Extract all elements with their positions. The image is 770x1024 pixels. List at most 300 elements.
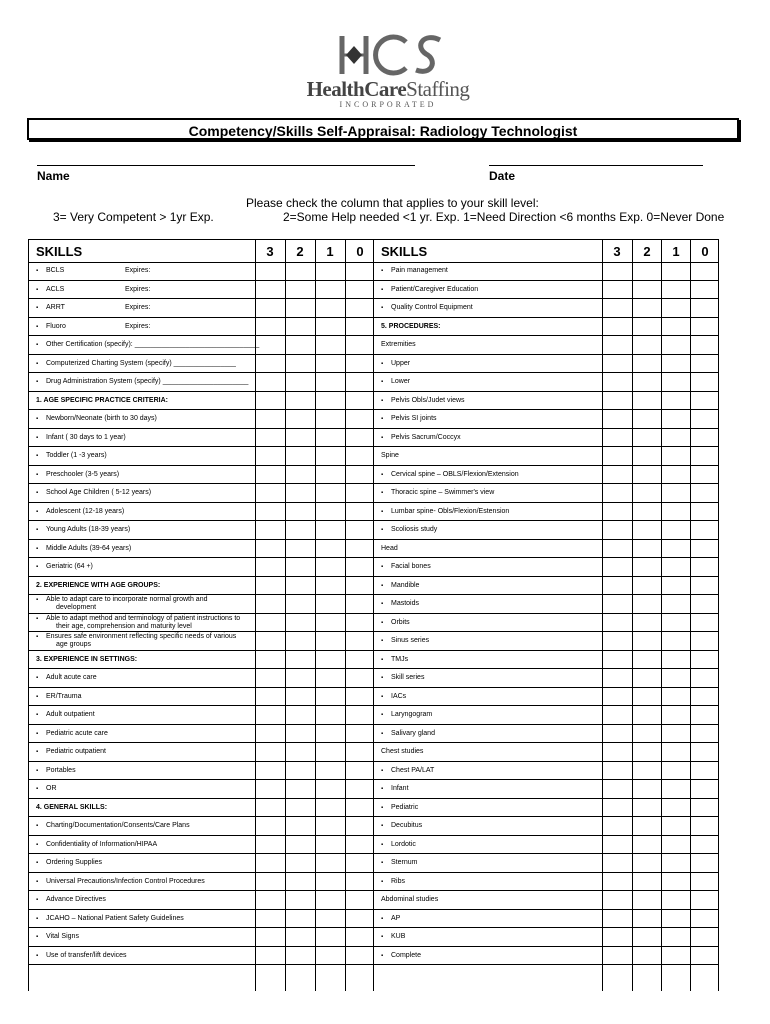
left-rating-cell-2[interactable] (286, 891, 315, 910)
left-rating-cell-0[interactable] (346, 503, 373, 522)
left-rating-cell-0[interactable] (346, 595, 373, 614)
right-rating-cell-1[interactable] (662, 669, 690, 688)
right-rating-cell-3[interactable] (603, 466, 632, 485)
right-rating-cell-2[interactable] (633, 669, 661, 688)
left-rating-cell-0[interactable] (346, 336, 373, 355)
left-rating-cell-3[interactable] (256, 318, 285, 337)
left-rating-cell-1[interactable] (316, 762, 345, 781)
right-rating-cell-0[interactable] (691, 891, 718, 910)
left-rating-cell-0[interactable] (346, 706, 373, 725)
left-rating-cell-3[interactable] (256, 336, 285, 355)
right-rating-cell-2[interactable] (633, 540, 661, 559)
right-rating-cell-0[interactable] (691, 854, 718, 873)
left-rating-cell-1[interactable] (316, 706, 345, 725)
right-rating-cell-2[interactable] (633, 281, 661, 300)
left-rating-cell-0[interactable] (346, 817, 373, 836)
right-rating-cell-2[interactable] (633, 799, 661, 818)
right-rating-cell-2[interactable] (633, 558, 661, 577)
right-rating-cell-0[interactable] (691, 817, 718, 836)
left-rating-cell-2[interactable] (286, 503, 315, 522)
left-rating-cell-0[interactable] (346, 540, 373, 559)
left-rating-cell-3[interactable] (256, 706, 285, 725)
right-rating-cell-2[interactable] (633, 891, 661, 910)
left-rating-cell-2[interactable] (286, 688, 315, 707)
left-rating-cell-1[interactable] (316, 466, 345, 485)
left-rating-cell-0[interactable] (346, 484, 373, 503)
left-rating-cell-1[interactable] (316, 447, 345, 466)
left-rating-cell-1[interactable] (316, 392, 345, 411)
right-rating-cell-2[interactable] (633, 743, 661, 762)
left-rating-cell-2[interactable] (286, 817, 315, 836)
right-rating-cell-2[interactable] (633, 780, 661, 799)
right-rating-cell-0[interactable] (691, 429, 718, 448)
left-rating-cell-3[interactable] (256, 521, 285, 540)
left-rating-cell-0[interactable] (346, 373, 373, 392)
left-rating-cell-2[interactable] (286, 947, 315, 966)
right-rating-cell-1[interactable] (662, 910, 690, 929)
left-rating-cell-3[interactable] (256, 355, 285, 374)
right-rating-cell-1[interactable] (662, 688, 690, 707)
right-rating-cell-2[interactable] (633, 410, 661, 429)
right-rating-cell-0[interactable] (691, 355, 718, 374)
right-rating-cell-1[interactable] (662, 595, 690, 614)
left-rating-cell-1[interactable] (316, 410, 345, 429)
left-rating-cell-3[interactable] (256, 854, 285, 873)
right-rating-cell-0[interactable] (691, 799, 718, 818)
right-rating-cell-3[interactable] (603, 743, 632, 762)
right-rating-cell-3[interactable] (603, 688, 632, 707)
left-rating-cell-3[interactable] (256, 799, 285, 818)
right-rating-cell-2[interactable] (633, 762, 661, 781)
right-rating-cell-1[interactable] (662, 577, 690, 596)
right-rating-cell-2[interactable] (633, 484, 661, 503)
left-rating-cell-2[interactable] (286, 299, 315, 318)
left-rating-cell-0[interactable] (346, 891, 373, 910)
left-rating-cell-1[interactable] (316, 373, 345, 392)
left-rating-cell-3[interactable] (256, 928, 285, 947)
right-rating-cell-1[interactable] (662, 410, 690, 429)
right-rating-cell-3[interactable] (603, 947, 632, 966)
right-rating-cell-2[interactable] (633, 614, 661, 633)
right-rating-cell-1[interactable] (662, 651, 690, 670)
left-rating-cell-1[interactable] (316, 595, 345, 614)
right-rating-cell-2[interactable] (633, 836, 661, 855)
right-rating-cell-3[interactable] (603, 410, 632, 429)
right-rating-cell-3[interactable] (603, 780, 632, 799)
left-rating-cell-1[interactable] (316, 614, 345, 633)
right-rating-cell-1[interactable] (662, 780, 690, 799)
right-rating-cell-1[interactable] (662, 484, 690, 503)
right-rating-cell-1[interactable] (662, 392, 690, 411)
left-rating-cell-1[interactable] (316, 429, 345, 448)
left-rating-cell-0[interactable] (346, 447, 373, 466)
right-rating-cell-2[interactable] (633, 725, 661, 744)
right-rating-cell-3[interactable] (603, 577, 632, 596)
right-rating-cell-3[interactable] (603, 355, 632, 374)
left-rating-cell-0[interactable] (346, 688, 373, 707)
left-rating-cell-0[interactable] (346, 910, 373, 929)
left-rating-cell-0[interactable] (346, 632, 373, 651)
right-rating-cell-0[interactable] (691, 947, 718, 966)
right-rating-cell-1[interactable] (662, 447, 690, 466)
right-rating-cell-0[interactable] (691, 595, 718, 614)
right-rating-cell-3[interactable] (603, 836, 632, 855)
right-rating-cell-1[interactable] (662, 373, 690, 392)
right-rating-cell-0[interactable] (691, 558, 718, 577)
left-rating-cell-1[interactable] (316, 521, 345, 540)
left-rating-cell-3[interactable] (256, 503, 285, 522)
left-rating-cell-1[interactable] (316, 836, 345, 855)
right-rating-cell-0[interactable] (691, 336, 718, 355)
right-rating-cell-3[interactable] (603, 318, 632, 337)
left-rating-cell-1[interactable] (316, 336, 345, 355)
right-rating-cell-1[interactable] (662, 614, 690, 633)
right-rating-cell-2[interactable] (633, 373, 661, 392)
left-rating-cell-3[interactable] (256, 558, 285, 577)
right-rating-cell-1[interactable] (662, 854, 690, 873)
left-rating-cell-1[interactable] (316, 743, 345, 762)
left-rating-cell-2[interactable] (286, 392, 315, 411)
left-rating-cell-1[interactable] (316, 854, 345, 873)
right-rating-cell-2[interactable] (633, 447, 661, 466)
right-rating-cell-3[interactable] (603, 429, 632, 448)
right-rating-cell-3[interactable] (603, 299, 632, 318)
right-rating-cell-2[interactable] (633, 817, 661, 836)
right-rating-cell-0[interactable] (691, 632, 718, 651)
right-rating-cell-1[interactable] (662, 706, 690, 725)
right-rating-cell-1[interactable] (662, 336, 690, 355)
left-rating-cell-3[interactable] (256, 688, 285, 707)
right-rating-cell-1[interactable] (662, 743, 690, 762)
right-rating-cell-2[interactable] (633, 947, 661, 966)
left-rating-cell-0[interactable] (346, 466, 373, 485)
right-rating-cell-2[interactable] (633, 262, 661, 281)
right-rating-cell-0[interactable] (691, 373, 718, 392)
left-rating-cell-0[interactable] (346, 355, 373, 374)
left-rating-cell-2[interactable] (286, 632, 315, 651)
right-rating-cell-3[interactable] (603, 891, 632, 910)
right-rating-cell-2[interactable] (633, 336, 661, 355)
right-rating-cell-1[interactable] (662, 262, 690, 281)
right-rating-cell-0[interactable] (691, 725, 718, 744)
left-rating-cell-1[interactable] (316, 355, 345, 374)
left-rating-cell-0[interactable] (346, 762, 373, 781)
left-rating-cell-0[interactable] (346, 743, 373, 762)
left-rating-cell-0[interactable] (346, 410, 373, 429)
left-rating-cell-2[interactable] (286, 762, 315, 781)
left-rating-cell-2[interactable] (286, 595, 315, 614)
left-rating-cell-2[interactable] (286, 521, 315, 540)
right-rating-cell-2[interactable] (633, 577, 661, 596)
left-rating-cell-2[interactable] (286, 706, 315, 725)
left-rating-cell-3[interactable] (256, 429, 285, 448)
right-rating-cell-1[interactable] (662, 632, 690, 651)
right-rating-cell-3[interactable] (603, 669, 632, 688)
left-rating-cell-2[interactable] (286, 558, 315, 577)
left-rating-cell-2[interactable] (286, 928, 315, 947)
left-rating-cell-2[interactable] (286, 355, 315, 374)
left-rating-cell-1[interactable] (316, 503, 345, 522)
right-rating-cell-0[interactable] (691, 503, 718, 522)
right-rating-cell-3[interactable] (603, 651, 632, 670)
right-rating-cell-2[interactable] (633, 392, 661, 411)
right-rating-cell-1[interactable] (662, 817, 690, 836)
left-rating-cell-2[interactable] (286, 651, 315, 670)
left-rating-cell-3[interactable] (256, 725, 285, 744)
right-rating-cell-2[interactable] (633, 299, 661, 318)
right-rating-cell-0[interactable] (691, 651, 718, 670)
name-line[interactable] (37, 165, 415, 166)
right-rating-cell-3[interactable] (603, 910, 632, 929)
right-rating-cell-3[interactable] (603, 873, 632, 892)
right-rating-cell-0[interactable] (691, 447, 718, 466)
left-rating-cell-3[interactable] (256, 373, 285, 392)
left-rating-cell-2[interactable] (286, 799, 315, 818)
left-rating-cell-3[interactable] (256, 669, 285, 688)
left-rating-cell-3[interactable] (256, 910, 285, 929)
right-rating-cell-0[interactable] (691, 762, 718, 781)
left-rating-cell-3[interactable] (256, 743, 285, 762)
right-rating-cell-2[interactable] (633, 688, 661, 707)
left-rating-cell-0[interactable] (346, 780, 373, 799)
right-rating-cell-2[interactable] (633, 595, 661, 614)
left-rating-cell-2[interactable] (286, 725, 315, 744)
left-rating-cell-1[interactable] (316, 873, 345, 892)
left-rating-cell-0[interactable] (346, 521, 373, 540)
right-rating-cell-3[interactable] (603, 503, 632, 522)
right-rating-cell-0[interactable] (691, 299, 718, 318)
right-rating-cell-3[interactable] (603, 614, 632, 633)
right-rating-cell-3[interactable] (603, 336, 632, 355)
right-rating-cell-0[interactable] (691, 836, 718, 855)
left-rating-cell-2[interactable] (286, 262, 315, 281)
left-rating-cell-3[interactable] (256, 447, 285, 466)
left-rating-cell-2[interactable] (286, 854, 315, 873)
left-rating-cell-3[interactable] (256, 817, 285, 836)
left-rating-cell-2[interactable] (286, 614, 315, 633)
right-rating-cell-3[interactable] (603, 632, 632, 651)
left-rating-cell-1[interactable] (316, 632, 345, 651)
right-rating-cell-0[interactable] (691, 318, 718, 337)
right-rating-cell-0[interactable] (691, 410, 718, 429)
right-rating-cell-2[interactable] (633, 854, 661, 873)
right-rating-cell-1[interactable] (662, 836, 690, 855)
right-rating-cell-3[interactable] (603, 595, 632, 614)
right-rating-cell-0[interactable] (691, 540, 718, 559)
left-rating-cell-0[interactable] (346, 614, 373, 633)
left-rating-cell-0[interactable] (346, 429, 373, 448)
right-rating-cell-1[interactable] (662, 355, 690, 374)
left-rating-cell-3[interactable] (256, 780, 285, 799)
right-rating-cell-3[interactable] (603, 373, 632, 392)
right-rating-cell-0[interactable] (691, 873, 718, 892)
left-rating-cell-2[interactable] (286, 743, 315, 762)
right-rating-cell-1[interactable] (662, 521, 690, 540)
left-rating-cell-1[interactable] (316, 669, 345, 688)
right-rating-cell-1[interactable] (662, 429, 690, 448)
left-rating-cell-2[interactable] (286, 910, 315, 929)
left-rating-cell-1[interactable] (316, 817, 345, 836)
left-rating-cell-0[interactable] (346, 873, 373, 892)
right-rating-cell-0[interactable] (691, 780, 718, 799)
left-rating-cell-0[interactable] (346, 262, 373, 281)
right-rating-cell-1[interactable] (662, 762, 690, 781)
right-rating-cell-0[interactable] (691, 484, 718, 503)
right-rating-cell-0[interactable] (691, 466, 718, 485)
right-rating-cell-2[interactable] (633, 318, 661, 337)
left-rating-cell-1[interactable] (316, 910, 345, 929)
right-rating-cell-3[interactable] (603, 817, 632, 836)
right-rating-cell-0[interactable] (691, 262, 718, 281)
right-rating-cell-0[interactable] (691, 910, 718, 929)
left-rating-cell-2[interactable] (286, 429, 315, 448)
left-rating-cell-3[interactable] (256, 836, 285, 855)
left-rating-cell-1[interactable] (316, 558, 345, 577)
left-rating-cell-0[interactable] (346, 281, 373, 300)
right-rating-cell-0[interactable] (691, 743, 718, 762)
right-rating-cell-1[interactable] (662, 891, 690, 910)
left-rating-cell-3[interactable] (256, 614, 285, 633)
right-rating-cell-3[interactable] (603, 558, 632, 577)
left-rating-cell-1[interactable] (316, 947, 345, 966)
left-rating-cell-0[interactable] (346, 577, 373, 596)
right-rating-cell-0[interactable] (691, 614, 718, 633)
left-rating-cell-3[interactable] (256, 281, 285, 300)
right-rating-cell-3[interactable] (603, 484, 632, 503)
right-rating-cell-1[interactable] (662, 540, 690, 559)
left-rating-cell-3[interactable] (256, 466, 285, 485)
left-rating-cell-1[interactable] (316, 688, 345, 707)
left-rating-cell-2[interactable] (286, 281, 315, 300)
left-rating-cell-2[interactable] (286, 336, 315, 355)
right-rating-cell-0[interactable] (691, 392, 718, 411)
right-rating-cell-2[interactable] (633, 466, 661, 485)
left-rating-cell-2[interactable] (286, 873, 315, 892)
right-rating-cell-2[interactable] (633, 521, 661, 540)
right-rating-cell-1[interactable] (662, 558, 690, 577)
right-rating-cell-3[interactable] (603, 725, 632, 744)
right-rating-cell-1[interactable] (662, 928, 690, 947)
right-rating-cell-2[interactable] (633, 910, 661, 929)
left-rating-cell-2[interactable] (286, 836, 315, 855)
left-rating-cell-3[interactable] (256, 947, 285, 966)
right-rating-cell-3[interactable] (603, 447, 632, 466)
left-rating-cell-3[interactable] (256, 595, 285, 614)
left-rating-cell-0[interactable] (346, 669, 373, 688)
left-rating-cell-0[interactable] (346, 651, 373, 670)
left-rating-cell-1[interactable] (316, 725, 345, 744)
left-rating-cell-2[interactable] (286, 466, 315, 485)
left-rating-cell-2[interactable] (286, 577, 315, 596)
right-rating-cell-0[interactable] (691, 577, 718, 596)
right-rating-cell-2[interactable] (633, 928, 661, 947)
left-rating-cell-3[interactable] (256, 392, 285, 411)
right-rating-cell-1[interactable] (662, 873, 690, 892)
left-rating-cell-0[interactable] (346, 854, 373, 873)
right-rating-cell-3[interactable] (603, 281, 632, 300)
left-rating-cell-1[interactable] (316, 299, 345, 318)
right-rating-cell-0[interactable] (691, 688, 718, 707)
right-rating-cell-3[interactable] (603, 762, 632, 781)
left-rating-cell-3[interactable] (256, 651, 285, 670)
right-rating-cell-2[interactable] (633, 503, 661, 522)
left-rating-cell-1[interactable] (316, 891, 345, 910)
left-rating-cell-2[interactable] (286, 318, 315, 337)
left-rating-cell-2[interactable] (286, 669, 315, 688)
right-rating-cell-3[interactable] (603, 540, 632, 559)
left-rating-cell-0[interactable] (346, 725, 373, 744)
left-rating-cell-1[interactable] (316, 780, 345, 799)
right-rating-cell-1[interactable] (662, 799, 690, 818)
left-rating-cell-1[interactable] (316, 928, 345, 947)
left-rating-cell-2[interactable] (286, 540, 315, 559)
left-rating-cell-1[interactable] (316, 484, 345, 503)
left-rating-cell-1[interactable] (316, 281, 345, 300)
right-rating-cell-1[interactable] (662, 466, 690, 485)
left-rating-cell-1[interactable] (316, 540, 345, 559)
left-rating-cell-1[interactable] (316, 799, 345, 818)
right-rating-cell-0[interactable] (691, 669, 718, 688)
left-rating-cell-3[interactable] (256, 891, 285, 910)
left-rating-cell-3[interactable] (256, 873, 285, 892)
right-rating-cell-3[interactable] (603, 928, 632, 947)
right-rating-cell-1[interactable] (662, 299, 690, 318)
left-rating-cell-0[interactable] (346, 558, 373, 577)
right-rating-cell-2[interactable] (633, 873, 661, 892)
right-rating-cell-3[interactable] (603, 392, 632, 411)
left-rating-cell-2[interactable] (286, 410, 315, 429)
left-rating-cell-1[interactable] (316, 262, 345, 281)
left-rating-cell-0[interactable] (346, 836, 373, 855)
left-rating-cell-1[interactable] (316, 651, 345, 670)
left-rating-cell-3[interactable] (256, 577, 285, 596)
right-rating-cell-2[interactable] (633, 429, 661, 448)
right-rating-cell-0[interactable] (691, 706, 718, 725)
left-rating-cell-0[interactable] (346, 299, 373, 318)
left-rating-cell-3[interactable] (256, 540, 285, 559)
right-rating-cell-0[interactable] (691, 281, 718, 300)
right-rating-cell-2[interactable] (633, 706, 661, 725)
left-rating-cell-3[interactable] (256, 632, 285, 651)
left-rating-cell-0[interactable] (346, 947, 373, 966)
left-rating-cell-1[interactable] (316, 577, 345, 596)
right-rating-cell-3[interactable] (603, 799, 632, 818)
right-rating-cell-1[interactable] (662, 281, 690, 300)
right-rating-cell-2[interactable] (633, 651, 661, 670)
right-rating-cell-3[interactable] (603, 521, 632, 540)
right-rating-cell-0[interactable] (691, 928, 718, 947)
left-rating-cell-3[interactable] (256, 762, 285, 781)
right-rating-cell-1[interactable] (662, 947, 690, 966)
date-line[interactable] (489, 165, 703, 166)
left-rating-cell-0[interactable] (346, 799, 373, 818)
left-rating-cell-2[interactable] (286, 373, 315, 392)
left-rating-cell-3[interactable] (256, 299, 285, 318)
left-rating-cell-3[interactable] (256, 484, 285, 503)
right-rating-cell-3[interactable] (603, 262, 632, 281)
left-rating-cell-0[interactable] (346, 392, 373, 411)
left-rating-cell-3[interactable] (256, 410, 285, 429)
right-rating-cell-0[interactable] (691, 521, 718, 540)
left-rating-cell-1[interactable] (316, 318, 345, 337)
left-rating-cell-2[interactable] (286, 780, 315, 799)
left-rating-cell-3[interactable] (256, 262, 285, 281)
left-rating-cell-2[interactable] (286, 447, 315, 466)
left-rating-cell-0[interactable] (346, 928, 373, 947)
right-rating-cell-2[interactable] (633, 632, 661, 651)
right-rating-cell-1[interactable] (662, 318, 690, 337)
left-rating-cell-2[interactable] (286, 484, 315, 503)
